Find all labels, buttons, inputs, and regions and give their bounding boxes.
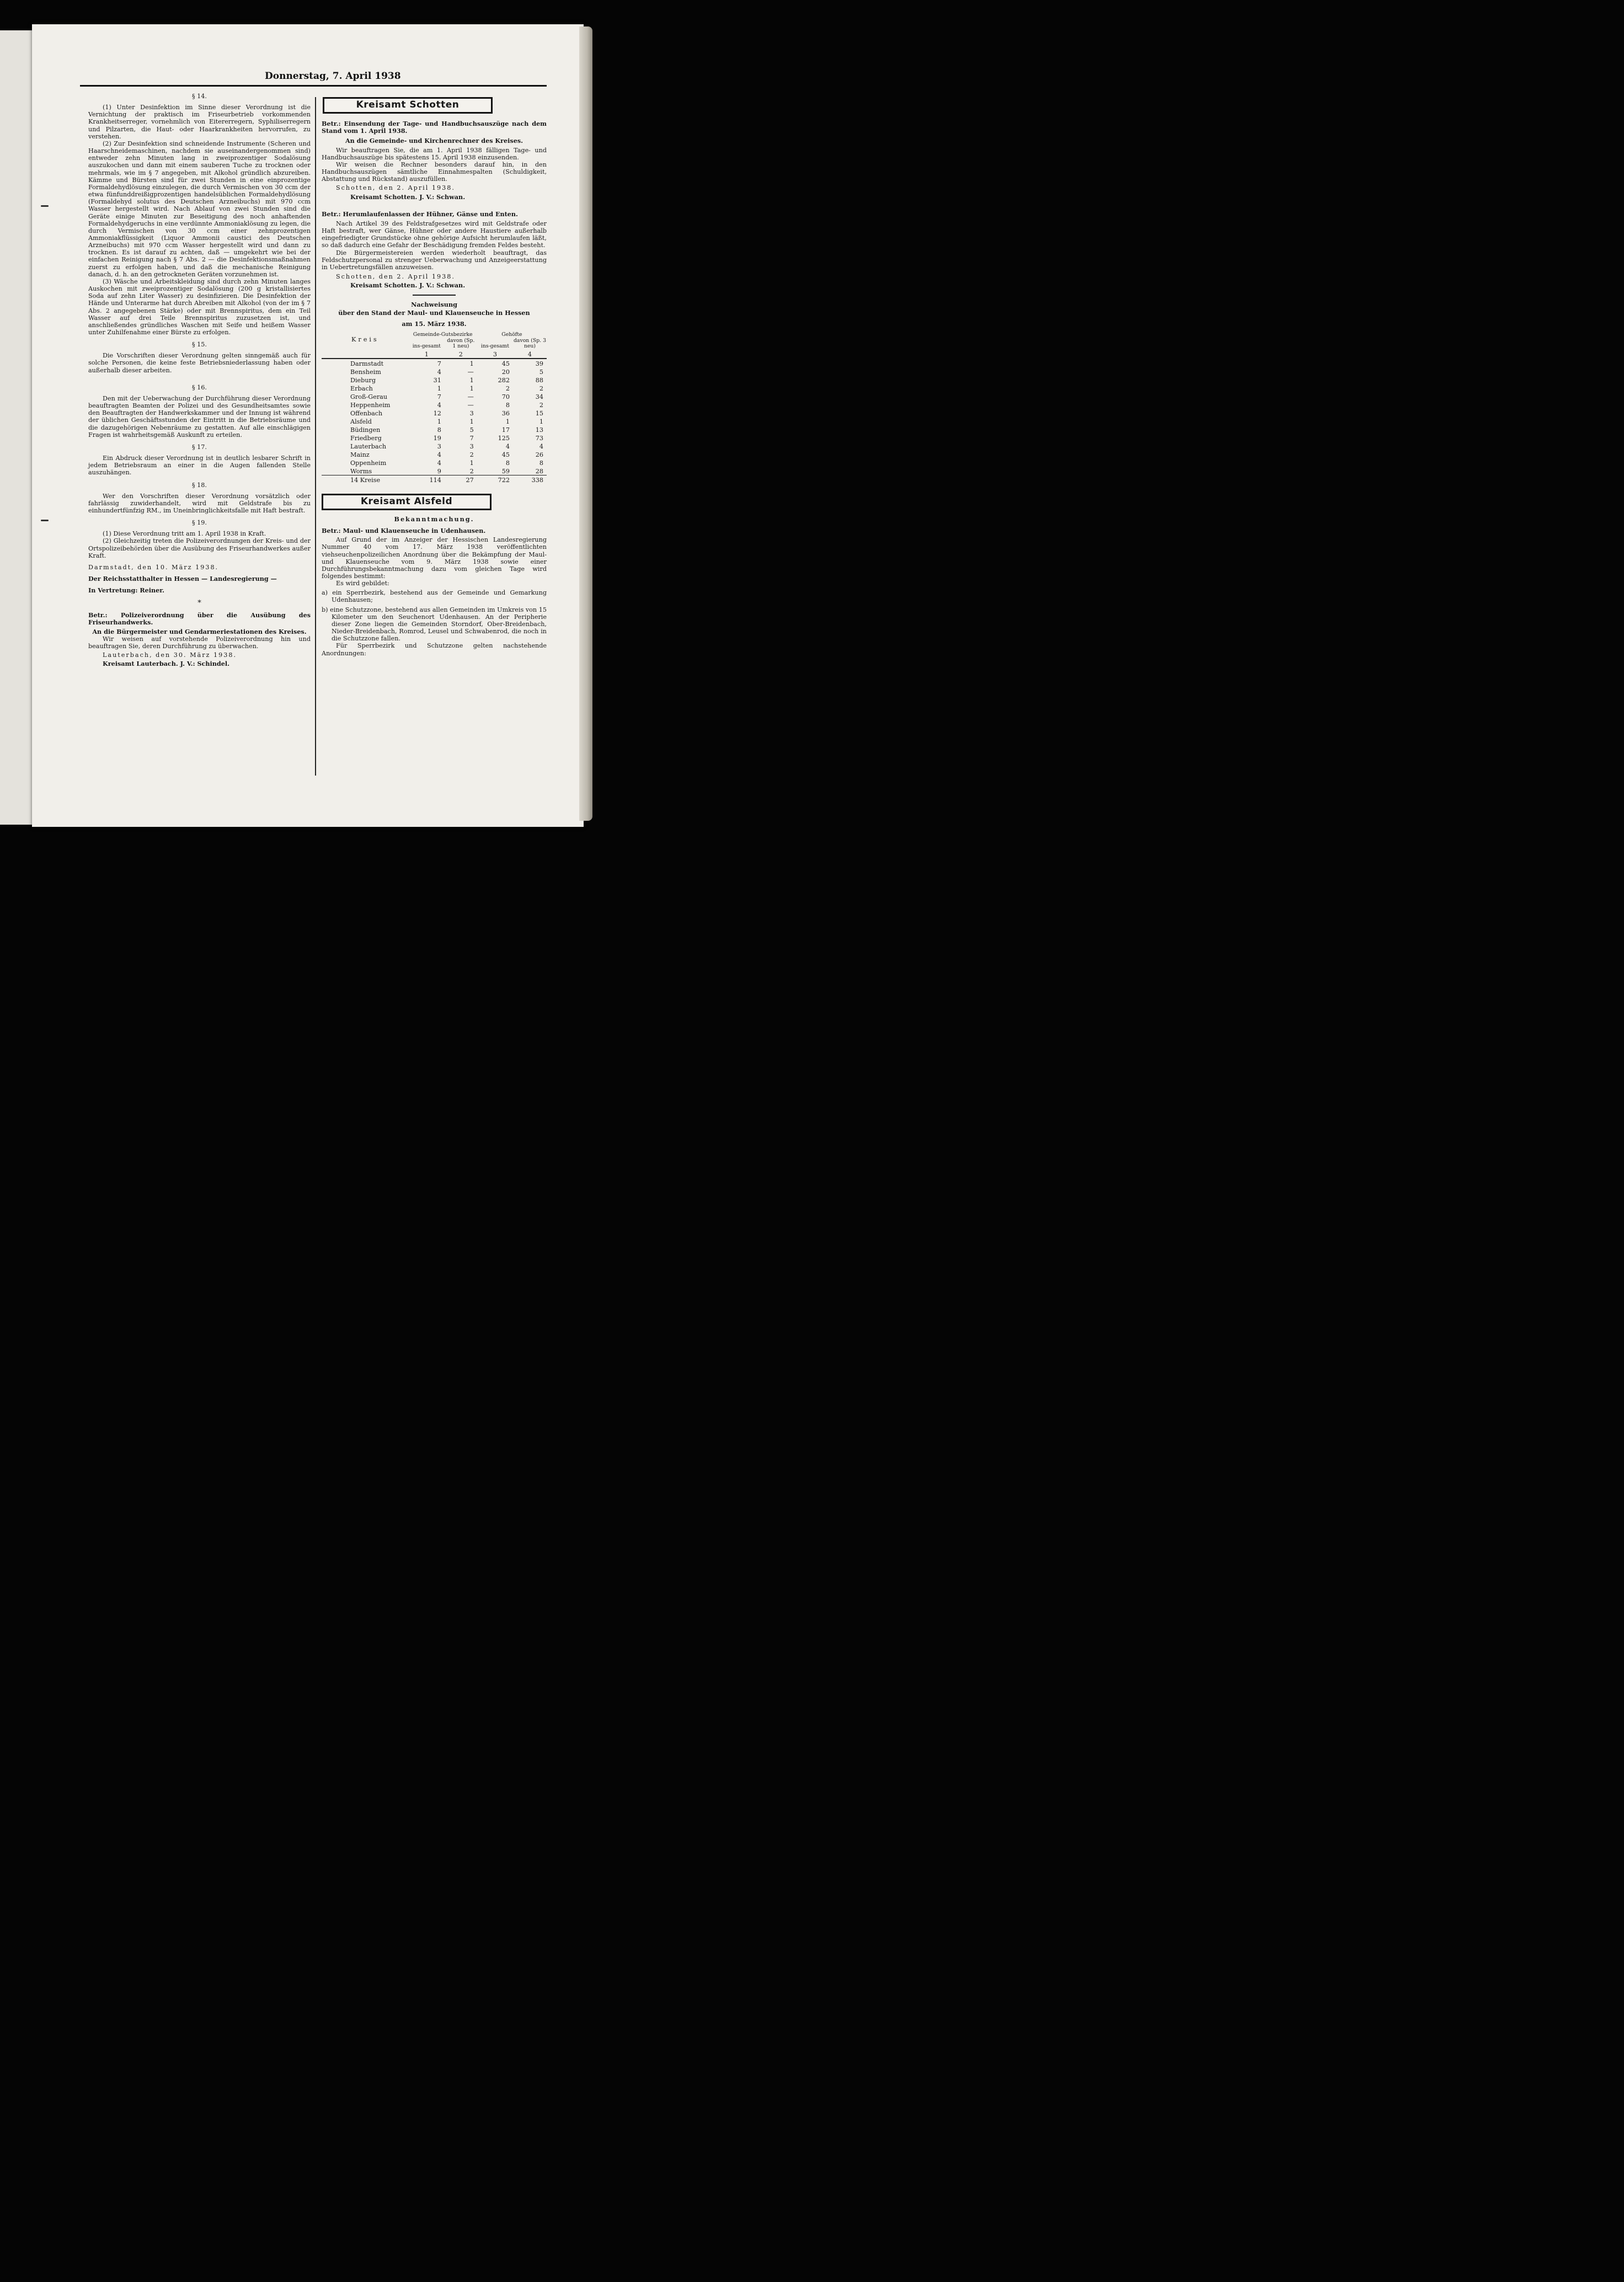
table-body (322, 359, 547, 475)
section-14-paragraph-1: (1) Unter Desinfektion im Sinne dieser Verordnung ist die Vernichtung der praktisch im Friseurbetrieb vorkommenden Krankheitserreger, vornehmlich von Eitererregern, Syphiliserregern und Pilzarten, die Haut- oder Haarkrankheiten hervorrufen, zu verstehen. (88, 104, 311, 140)
section-17-paragraph: Ein Abdruck dieser Verordnung ist in deutlich lesbarer Schrift in jedem Betriebsraum an einer in die Augen fallenden Stelle auszuhängen. (88, 455, 311, 477)
place-date: Darmstadt, den 10. März 1938. (88, 563, 219, 571)
schotten-paragraph-4: Die Bürgermeistereien werden wiederholt beauftragt, das Feldschutzpersonal zu strenger Ueberwachung und Anzeigeerstattung in Uebertretungsfällen anzuweisen. (322, 249, 547, 271)
table-cell-col4: 39 (535, 360, 543, 367)
table-cell-kreis: Lauterbach (350, 442, 387, 450)
table-row (322, 400, 547, 409)
section-16-heading: § 16. (192, 383, 207, 391)
table-cell-col1: 8 (437, 426, 441, 434)
addressee-buergermeister: An die Bürgermeister und Gendarmeriestationen des Kreises. (92, 627, 307, 635)
alsfeld-paragraph-2: Es wird gebildet: (336, 580, 389, 587)
table-cell-col4: 2 (539, 384, 543, 392)
table-cell-col2: 3 (469, 442, 474, 450)
table-row (322, 384, 547, 392)
table-cell-kreis: Erbach (350, 384, 373, 392)
authority: Der Reichsstatthalter in Hessen — Landesregierung — (88, 575, 277, 583)
section-15-heading: § 15. (192, 341, 207, 349)
table-total-label: 14 Kreise (350, 476, 381, 484)
section-14-heading: § 14. (192, 93, 207, 100)
table-cell-kreis: Alsfeld (350, 418, 372, 425)
table-cell-kreis: Groß-Gerau (350, 393, 388, 400)
table-cell-col4: 1 (539, 418, 543, 425)
table-cell-col4: 4 (539, 442, 543, 450)
table-total-c: 722 (498, 476, 510, 484)
table-cell-col2: 1 (469, 376, 474, 384)
table-cell-col4: 2 (539, 401, 543, 409)
table-cell-kreis: Oppenheim (350, 459, 387, 467)
lauterbach-date: Lauterbach, den 30. März 1938. (103, 651, 237, 659)
table-row (322, 417, 547, 425)
table-cell-col1: 3 (437, 442, 441, 450)
table-cell-col1: 4 (437, 368, 441, 376)
schotten-date-1: Schotten, den 2. April 1938. (336, 184, 455, 192)
section-17-heading: § 17. (192, 443, 207, 451)
table-cell-col4: 34 (535, 393, 543, 400)
table-cell-col2: — (467, 393, 474, 400)
section-18-paragraph: Wer den Vorschriften dieser Verordnung vorsätzlich oder fahrlässig zuwiderhandelt, wird mit Geldstrafe bis zu einhundertfünfzig RM., im Uneinbringlichkeitsfalle mit Haft bestraft. (88, 492, 311, 514)
table-cell-kreis: Worms (350, 467, 372, 475)
table-cell-col3: 59 (501, 467, 510, 475)
table-cell-col2: 1 (469, 418, 474, 425)
binding-mark (41, 205, 49, 207)
alsfeld-paragraph-3: Für Sperrbezirk und Schutzzone gelten nachstehende Anordnungen: (322, 642, 547, 657)
binding-mark (41, 520, 49, 521)
section-18-heading: § 18. (192, 481, 207, 489)
table-cell-col2: 7 (469, 434, 474, 442)
kreisamt-schotten-title: Kreisamt Schotten (323, 97, 493, 114)
table-row (322, 458, 547, 467)
table-cell-col2: 2 (469, 467, 474, 475)
table-cell-col4: 13 (535, 426, 543, 434)
table-head-gemeinde: Gemeinde-Gutsbezirke (413, 332, 473, 338)
table-total-d: 338 (531, 476, 543, 484)
section-14-paragraph-3: (3) Wäsche und Arbeitskleidung sind durch zehn Minuten langes Auskochen mit zweiprozentiger Sodalösung (200 g kristallisiertes Soda auf zehn Liter Wasser) zu desinfizieren. Die Desinfektion der Hände und Unterarme hat durch Abreiben mit Alkohol (von der im § 7 Abs. 2 angegebenen Stärke) oder mit Brennspiritus, dem ein Teil Wasser auf drei Teile Brennspiritus zuzusetzen ist, und anschließendes gründliches Waschen mit Seife und heißem Wasser unter Zuhilfenahme einer Bürste zu erfolgen. (88, 277, 311, 336)
table-cell-col2: 5 (469, 426, 474, 434)
table-cell-col2: 1 (469, 360, 474, 367)
table-cell-col3: 125 (498, 434, 510, 442)
table-cell-col2: 1 (469, 384, 474, 392)
header-rule (80, 85, 547, 87)
table-cell-col1: 1 (437, 384, 441, 392)
table-cell-col4: 73 (535, 434, 543, 442)
table-cell-col3: 17 (501, 426, 510, 434)
alsfeld-paragraph-1: Auf Grund der im Anzeiger der Hessischen Landesregierung Nummer 40 vom 17. März 1938 veröffentlichten viehseuchenpolizeilichen Anordnung über die Bekämpfung der Maul- und Klauenseuche vom 9. März 1938 sowie einer Durchführungsbekanntmachung dazu vom gleichen Tage wird folgendes bestimmt: (322, 536, 547, 580)
table-head-col2: davon (Sp. 1 neu) (447, 337, 475, 350)
table-colnum-2: 2 (458, 350, 463, 358)
table-cell-col3: 8 (505, 401, 510, 409)
table-cell-col3: 36 (501, 409, 510, 417)
vertretung: In Vertretung: Reiner. (88, 586, 165, 595)
table-head-col3: ins-gesamt (480, 343, 509, 350)
page-stack-edge (579, 26, 592, 821)
nachweisung-title: Nachweisung (411, 301, 457, 309)
table-cell-col1: 1 (437, 418, 441, 425)
table-row (322, 434, 547, 442)
table-row (322, 392, 547, 400)
table-cell-kreis: Heppenheim (350, 401, 391, 409)
section-19-heading: § 19. (192, 519, 207, 527)
table-cell-kreis: Mainz (350, 451, 370, 458)
table-cell-col3: 45 (501, 360, 510, 367)
table-cell-col1: 12 (433, 409, 441, 417)
table-total-a: 114 (429, 476, 441, 484)
table-row (322, 376, 547, 384)
table-cell-col3: 45 (501, 451, 510, 458)
schotten-date-2: Schotten, den 2. April 1938. (336, 272, 455, 280)
table-head-gehoefte: Gehöfte (501, 332, 522, 338)
schotten-betreff-2: Betr.: Herumlaufenlassen der Hühner, Gänse und Enten. (322, 210, 518, 218)
table-head-col1: ins-gesamt (412, 343, 441, 350)
table-cell-col4: 88 (535, 376, 543, 384)
alsfeld-betreff: Betr.: Maul- und Klauenseuche in Udenhausen. (322, 527, 486, 535)
table-cell-kreis: Bensheim (350, 368, 381, 376)
alsfeld-item-a: a) ein Sperrbezirk, bestehend aus der Gemeinde und Gemarkung Udenhausen; (322, 589, 547, 604)
table-cell-col3: 1 (505, 418, 510, 425)
table-cell-col3: 20 (501, 368, 510, 376)
table-cell-col4: 8 (539, 459, 543, 467)
bekanntmachung-heading: Bekanntmachung. (394, 515, 474, 523)
table-cell-col3: 2 (505, 384, 510, 392)
section-14-paragraph-2: (2) Zur Desinfektion sind schneidende Instrumente (Scheren und Haarschneidemaschinen, nachdem sie auseinandergenommen sind) entweder zehn Minuten lang in zweiprozentiger Sodalösung auszukochen und dann mit einem sauberen Tuche zu trocknen oder mehrmals, wie im § 7 angegeben, mit Alkohol gründlich abzureiben. Kämme und Bürsten sind für zwei Stunden in eine einprozentige Formaldehydlösung einzulegen, die durch Vermischen von 30 ccm der etwa fünfunddreißigprozentigen handelsüblichen Formaldehydlösung (Formaldehyd solutus des Deutschen Arzneibuchs) mit 970 ccm Wasser hergestellt wird. Nach Ablauf von zwei Stunden sind die Geräte einige Minuten zur Beseitigung des noch anhaftenden Formaldehydgeruchs in eine verdünnte Ammoniaklösung zu legen, die durch Vermischen von 30 ccm einer zehnprozentigen Ammoniakflüssigkeit (Liquor Ammonii caustici des Deutschen Arzneibuchs) mit 970 ccm Wasser hergestellt wird und dann zu trocknen. Es ist darauf zu achten, daß — umgekehrt wie bei der einfachen Reinigung nach § 7 Abs. 2 — die Desinfektionsmaßnahmen zuerst zu erfolgen haben, und daß die mechanische Reinigung danach, d. h. an den getrockneten Geräten vorzunehmen ist. (88, 140, 311, 278)
section-19-paragraph-2: (2) Gleichzeitig treten die Polizeiverordnungen der Kreis- und der Ortspolizeibehörden über die Ausübung des Friseurhandwerkes außer Kraft. (88, 537, 311, 559)
schotten-paragraph-3: Nach Artikel 39 des Feldstrafgesetzes wird mit Geldstrafe oder Haft bestraft, wer Gänse, Hühner oder andere Haustiere außerhalb eingefriedigter Grundstücke ohne gehörige Aufsicht herumlaufen läßt, so daß dadurch eine Gefahr der Beschädigung fremden Feldes besteht. (322, 220, 547, 249)
table-cell-col1: 19 (433, 434, 441, 442)
table-cell-col2: 3 (469, 409, 474, 417)
lauterbach-signature: Kreisamt Lauterbach. J. V.: Schindel. (103, 660, 230, 668)
page-header-date: Donnerstag, 7. April 1938 (265, 71, 401, 82)
table-head-col4: davon (Sp. 3 neu) (513, 337, 547, 350)
table-cell-col1: 7 (437, 360, 441, 367)
table-cell-col4: 15 (535, 409, 543, 417)
table-cell-col2: — (467, 368, 474, 376)
schotten-addressee: An die Gemeinde- und Kirchenrechner des Kreises. (345, 137, 523, 145)
table-colnum-3: 3 (493, 350, 497, 358)
table-cell-col1: 4 (437, 459, 441, 467)
table-cell-col1: 9 (437, 467, 441, 475)
table-row (322, 467, 547, 475)
table-head-kreis: Kreis (351, 335, 379, 343)
section-16-paragraph: Den mit der Ueberwachung der Durchführung dieser Verordnung beauftragten Beamten der Polizei und des Gesundheitsamtes sowie den Beauftragten der Handwerkskammer und der Innung ist während der üblichen Geschäftsstunden der Eintritt in die Betriebsräume und die dazugehörigen Nebenräume zu gestatten. Auf alle einschlägigen Fragen ist wahrheitsgemäß Auskunft zu erteilen. (88, 394, 311, 439)
section-rule (413, 295, 456, 296)
schotten-paragraph-2: Wir weisen die Rechner besonders darauf hin, in den Handbuchsauszügen sämtliche Einnahmespalten (Schuldigkeit, Abstattung und Rückstand) auszufüllen. (322, 161, 547, 183)
schotten-paragraph-1: Wir beauftragen Sie, die am 1. April 1938 fälligen Tage- und Handbuchsauszüge bis spätestens 15. April 1938 einzusenden. (322, 146, 547, 161)
table-total-b: 27 (466, 476, 474, 484)
table-cell-kreis: Büdingen (350, 426, 381, 434)
schotten-signature-1: Kreisamt Schotten. J. V.: Schwan. (350, 193, 466, 201)
table-cell-kreis: Darmstadt (350, 360, 384, 367)
schotten-betreff-1: Betr.: Einsendung der Tage- und Handbuchsauszüge nach dem Stand vom 1. April 1938. (322, 120, 547, 135)
table-cell-col4: 5 (539, 368, 543, 376)
nachweisung-subtitle: über den Stand der Maul- und Klauenseuche in Hessen (338, 309, 530, 317)
table-cell-col2: 2 (469, 451, 474, 458)
lauterbach-body: Wir weisen auf vorstehende Polizeiverordnung hin und beauftragen Sie, deren Durchführung zu überwachen. (88, 635, 311, 650)
separator-star: * (197, 599, 201, 608)
table-cell-col3: 70 (501, 393, 510, 400)
left-column (88, 93, 311, 668)
schotten-signature-2: Kreisamt Schotten. J. V.: Schwan. (350, 281, 466, 290)
table-cell-col1: 4 (437, 401, 441, 409)
section-19-paragraph-1: (1) Diese Verordnung tritt am 1. April 1938 in Kraft. (103, 530, 266, 538)
table-cell-col2: 1 (469, 459, 474, 467)
table-cell-col4: 26 (535, 451, 543, 458)
table-cell-kreis: Dieburg (350, 376, 376, 384)
adjacent-page (0, 30, 32, 825)
table-cell-col4: 28 (535, 467, 543, 475)
table-cell-col3: 4 (505, 442, 510, 450)
alsfeld-item-b: b) eine Schutzzone, bestehend aus allen Gemeinden im Umkreis von 15 Kilometer um den Seuchenort Udenhausen. An der Peripherie dieser Zone liegen die Gemeinden Storndorf, Ober-Breidenbach, Nieder-Breidenbach, Romrod, Leusel und Schwabenrod, die noch in die Schutzzone fallen. (322, 606, 547, 643)
table-cell-col1: 7 (437, 393, 441, 400)
kreisamt-alsfeld-title: Kreisamt Alsfeld (322, 494, 492, 510)
table-row (322, 425, 547, 434)
column-divider (315, 97, 316, 776)
table-cell-kreis: Offenbach (350, 409, 383, 417)
table-row (322, 367, 547, 376)
table-cell-col1: 4 (437, 451, 441, 458)
table-row (322, 442, 547, 450)
nachweisung-date: am 15. März 1938. (402, 319, 467, 328)
table-cell-kreis: Friedberg (350, 434, 382, 442)
section-15-paragraph: Die Vorschriften dieser Verordnung gelten sinngemäß auch für solche Personen, die keine feste Betriebsniederlassung haben oder außerhalb dieser arbeiten. (88, 352, 311, 374)
table-cell-col1: 31 (433, 376, 441, 384)
seuchen-table (322, 330, 547, 484)
betreff-friseur: Betr.: Polizeiverordnung über die Ausübung des Friseurhandwerks. (88, 611, 311, 626)
table-colnum-1: 1 (424, 350, 429, 358)
table-cell-col3: 8 (505, 459, 510, 467)
table-cell-col2: — (467, 401, 474, 409)
right-column (322, 95, 547, 657)
table-colnum-4: 4 (527, 350, 532, 358)
table-row (322, 409, 547, 417)
table-cell-col3: 282 (498, 376, 510, 384)
table-row (322, 450, 547, 458)
table-row (322, 359, 547, 367)
